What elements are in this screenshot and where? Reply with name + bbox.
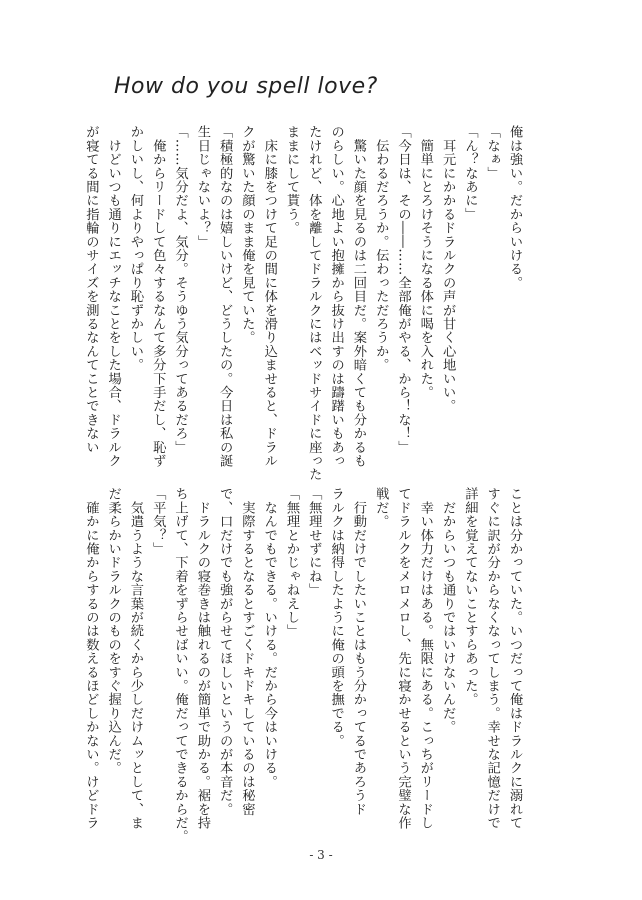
text-line: 気遣うような言葉が続くから少しだけムッとして、ま: [127, 487, 143, 830]
text-line: 俺は強い。だからいける。: [507, 125, 522, 290]
text-block-top: [83, 125, 525, 482]
text-line: 戦だ。: [373, 487, 389, 529]
text-line: 「積極的なのは嬉しいけど、どうしたの。今日は私の誕: [217, 125, 233, 468]
text-line: 伝わるだろうか。伝わっただろうか。: [373, 125, 389, 372]
text-line: すぐに訳が分からなくなってしまう。幸せな記憶だけで: [484, 487, 500, 830]
text-line: 幸い体力だけはある。無限にある。こっちがリードし: [417, 487, 433, 830]
text-line: 驚いた顔を見るのは二回目だ。案外暗くても分かるも: [350, 125, 366, 468]
text-line: たけれど、体を離してドラルクにはベッドサイドに座った: [306, 125, 322, 482]
text-line: 「ん？なあに」: [462, 125, 478, 221]
text-line: 「無理とかじゃねえし」: [284, 487, 300, 638]
text-line: 行動だけでしたいことはもう分かってるであろうド: [350, 487, 366, 816]
text-line: のらしい。心地よい抱擁から抜け出すのは躊躇いもあっ: [328, 125, 344, 468]
text-line: けどいつも通りにエッチなことをした場合、ドラルク: [105, 125, 121, 468]
text-line: かしいし、何よりやっぱり恥ずかしい。: [127, 125, 143, 372]
text-line: 生日じゃないよ？」: [194, 125, 210, 249]
text-line: だ柔らかいドラルクのものをすぐ握り込んだ。: [105, 487, 121, 775]
text-line: 詳細を覚えてないことすらあった。: [462, 487, 478, 707]
text-line: 「今日は、その――……全部俺がやる、から！な！」: [395, 125, 411, 454]
text-line: 俺からリードして色々するなんて多分下手だし、恥ず: [150, 125, 166, 468]
text-line: で、口だけでも強がらせてほしいというのが本音だ。: [217, 487, 233, 816]
page-title: How do you spell love?: [114, 74, 378, 99]
text-line: 「平気？」: [150, 487, 166, 556]
text-line: 「なぁ」: [484, 125, 500, 180]
text-line: 「……気分だよ、気分。そうゆう気分ってあるだろ」: [172, 125, 188, 454]
text-line: 耳元にかかるドラルクの声が甘く心地いい。: [440, 125, 456, 413]
page-number: - 3 -: [309, 848, 333, 862]
text-line: 簡単にとろけそうになる体に喝を入れた。: [417, 125, 433, 399]
text-line: なんでもできる。いける。だから今はいける。: [261, 487, 277, 789]
text-line: 実際するとなるとすごくドキドキしているのは秘密: [239, 487, 255, 816]
text-line: ままにして貰う。: [284, 125, 300, 235]
text-line: ドラルクの寝巻きは触れるのが簡単で助かる。裾を持: [194, 487, 210, 830]
text-line: 確かに俺からするのは数えるほどしかない。けどドラ: [83, 487, 99, 830]
text-line: ラルクは納得したように俺の頭を撫でる。: [328, 487, 344, 748]
text-line: ち上げて、下着をずらせばいい。俺だってできるからだ。: [172, 487, 188, 844]
text-line: が寝てる間に指輪のサイズを測るなんてことできない: [83, 125, 99, 454]
text-block-bottom: [83, 487, 525, 844]
text-line: てドラルクをメロメロし、先に寝かせるという完璧な作: [395, 487, 411, 830]
text-line: クが驚いた顔のまま俺を見ていた。: [239, 125, 255, 345]
text-line: 床に膝をつけて足の間に体を滑り込ませると、ドラル: [261, 125, 277, 468]
text-line: 「無理せずにね」: [306, 487, 322, 597]
text-line: ことは分かっていた。いつだって俺はドラルクに溺れて: [507, 487, 522, 830]
text-line: だからいつも通りではいけないんだ。: [440, 487, 456, 734]
